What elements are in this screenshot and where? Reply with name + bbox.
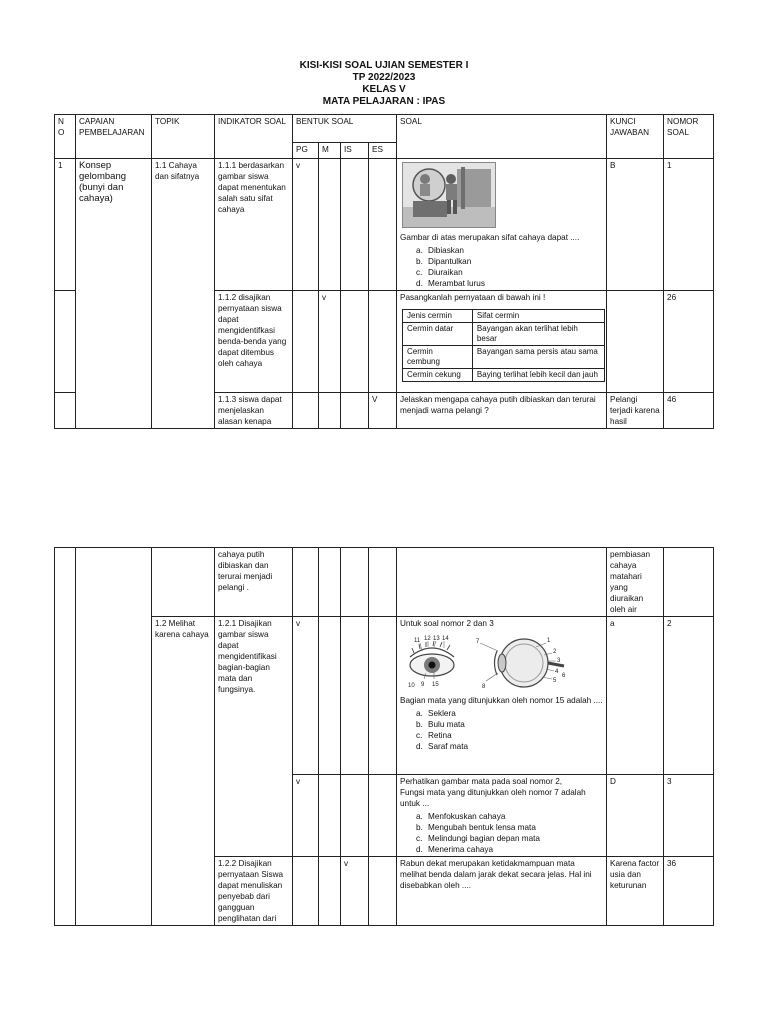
table-row	[55, 617, 714, 775]
option-list	[400, 708, 603, 752]
school-year: TP 2022/2023	[352, 72, 416, 83]
question-text: Gambar di atas merupakan sifat cahaya dapat ....	[400, 233, 580, 242]
nomor-cell: 1	[664, 159, 714, 291]
subject-label: MATA PELAJARAN : IPAS	[322, 96, 446, 107]
option-item: b. Bulu mata	[416, 720, 465, 729]
table-row	[55, 548, 714, 617]
soal-cell	[397, 548, 607, 617]
soal-cell	[397, 159, 607, 291]
svg-text:1: 1	[547, 638, 551, 644]
option-list	[400, 245, 603, 289]
indikator-cell: 1.1.3 siswa dapat menjelaskan alasan kenapa	[215, 393, 293, 429]
m-mark: v	[319, 291, 341, 393]
pg-mark: v	[293, 775, 319, 857]
nomor-cell: 2	[664, 617, 714, 775]
grid-page-1	[54, 114, 714, 429]
es-mark	[369, 291, 397, 393]
question-text: Pasangkanlah pernyataan di bawah ini !	[400, 293, 546, 302]
row-number	[55, 291, 76, 393]
svg-text:6: 6	[562, 673, 566, 679]
table-row	[55, 159, 714, 291]
svg-text:14: 14	[442, 636, 449, 642]
matching-table	[402, 309, 605, 382]
indikator-cell: 1.1.1 berdasarkan gambar siswa dapat menentukan salah satu sifat cahaya	[215, 159, 293, 291]
question-text: Fungsi mata yang ditunjukkan oleh nomor 7 adalah untuk ...	[400, 788, 586, 808]
svg-text:12: 12	[424, 636, 431, 642]
row-number: 1	[55, 159, 76, 291]
soal-cell	[397, 291, 607, 393]
kunci-cell: B	[607, 159, 664, 291]
matching-right: Bayangan sama persis atau sama	[472, 346, 604, 369]
matching-right: Bayangan akan terlihat lebih besar	[472, 323, 604, 346]
pg-mark: v	[293, 159, 319, 291]
kunci-cell: Pelangi terjadi karena hasil	[607, 393, 664, 429]
matching-left: Cermin cekung	[403, 369, 473, 382]
svg-text:11: 11	[414, 638, 421, 644]
option-item: a. Dibiaskan	[416, 246, 464, 255]
es-mark	[369, 775, 397, 857]
svg-text:10: 10	[408, 683, 415, 689]
class-label: KELAS V	[362, 84, 406, 95]
option-list	[400, 811, 603, 855]
option-item: b. Dipantulkan	[416, 257, 472, 266]
col-is: IS	[341, 143, 369, 159]
matching-left: Cermin datar	[403, 323, 473, 346]
col-indikator: INDIKATOR SOAL	[215, 115, 293, 159]
m-mark	[319, 393, 341, 429]
is-mark	[341, 291, 369, 393]
col-m: M	[319, 143, 341, 159]
kunci-cell	[607, 291, 664, 393]
mirror-illustration	[402, 162, 496, 228]
topik-cell: 1.1 Cahaya dan sifatnya	[152, 159, 215, 429]
nomor-cell: 46	[664, 393, 714, 429]
matching-head-right: Sifat cermin	[472, 310, 604, 323]
option-item: a. Menfokuskan cahaya	[416, 812, 506, 821]
indikator-cell: cahaya putih dibiaskan dan terurai menjadi pelangi .	[215, 548, 293, 617]
option-item: c. Retina	[416, 731, 452, 740]
row-number	[55, 548, 76, 926]
m-mark	[319, 857, 341, 926]
eye-diagram	[406, 633, 572, 691]
svg-text:7: 7	[476, 639, 480, 645]
col-es: ES	[369, 143, 397, 159]
indikator-cell: 1.2.2 Disajikan pernyataan Siswa dapat menuliskan penyebab dari gangguan penglihatan dari	[215, 857, 293, 926]
row-number	[55, 393, 76, 429]
col-kunci: KUNCI JAWABAN	[607, 115, 664, 159]
question-intro: Untuk soal nomor 2 dan 3	[400, 619, 494, 628]
topik-cell	[152, 548, 215, 617]
nomor-cell: 36	[664, 857, 714, 926]
kunci-cell: D	[607, 775, 664, 857]
es-mark	[369, 617, 397, 775]
svg-text:8: 8	[482, 684, 486, 690]
es-mark	[369, 159, 397, 291]
option-item: d. Saraf mata	[416, 742, 469, 751]
es-mark	[369, 857, 397, 926]
soal-cell: Jelaskan mengapa cahaya putih dibiaskan dan terurai menjadi warna pelangi ?	[397, 393, 607, 429]
matching-head-left: Jenis cermin	[403, 310, 473, 323]
col-topik: TOPIK	[152, 115, 215, 159]
pg-mark	[293, 291, 319, 393]
pg-mark	[293, 548, 319, 617]
is-mark	[341, 548, 369, 617]
matching-row	[403, 369, 605, 382]
es-mark	[369, 548, 397, 617]
capaian-cell	[76, 548, 152, 926]
option-item: d. Menerima cahaya	[416, 845, 494, 854]
col-nomor: NOMOR SOAL	[664, 115, 714, 159]
capaian-cell: Konsep gelombang (bunyi dan cahaya)	[76, 159, 152, 429]
nomor-cell	[664, 548, 714, 617]
col-bentuk-soal: BENTUK SOAL	[293, 115, 397, 143]
svg-text:4: 4	[555, 669, 559, 675]
is-mark	[341, 393, 369, 429]
option-item: c. Diuraikan	[416, 268, 463, 277]
svg-text:2: 2	[553, 649, 557, 655]
matching-head	[403, 310, 605, 323]
svg-text:3: 3	[557, 658, 561, 664]
is-mark	[341, 159, 369, 291]
m-mark	[319, 548, 341, 617]
matching-row	[403, 346, 605, 369]
m-mark	[319, 775, 341, 857]
option-item: c. Melindungi bagian depan mata	[416, 834, 540, 843]
soal-cell	[397, 617, 607, 775]
pg-mark: v	[293, 617, 319, 775]
svg-text:5: 5	[553, 678, 557, 684]
is-mark	[341, 617, 369, 775]
indikator-cell: 1.1.2 disajikan pernyataan siswa dapat mengidentifkasi benda-benda yang dapat ditembus oleh cahaya	[215, 291, 293, 393]
doc-title: KISI-KISI SOAL UJIAN SEMESTER I	[299, 60, 469, 71]
option-item: d. Merambat lurus	[416, 279, 485, 288]
es-mark: V	[369, 393, 397, 429]
is-mark	[341, 775, 369, 857]
m-mark	[319, 159, 341, 291]
nomor-cell: 3	[664, 775, 714, 857]
option-item: a. Seklera	[416, 709, 456, 718]
question-text: Perhatikan gambar mata pada soal nomor 2,	[400, 777, 563, 786]
is-mark: v	[341, 857, 369, 926]
kunci-cell: pembiasan cahaya matahari yang diuraikan oleh air	[607, 548, 664, 617]
pg-mark	[293, 857, 319, 926]
matching-row	[403, 323, 605, 346]
nomor-cell: 26	[664, 291, 714, 393]
soal-cell: Rabun dekat merupakan ketidakmampuan mata melihat benda dalam jarak dekat secara jelas. Hal ini disebabkan oleh ....	[397, 857, 607, 926]
kunci-cell: Karena factor usia dan keturunan	[607, 857, 664, 926]
matching-left: Cermin cembung	[403, 346, 473, 369]
col-no: N O	[55, 115, 76, 159]
svg-text:13: 13	[433, 636, 440, 642]
grid-page-2	[54, 547, 714, 926]
m-mark	[319, 617, 341, 775]
question-text: Bagian mata yang ditunjukkan oleh nomor 15 adalah ....	[400, 696, 603, 705]
kunci-cell: a	[607, 617, 664, 775]
svg-text:9: 9	[421, 682, 425, 688]
matching-right: Baying terlihat lebih kecil dan jauh	[472, 369, 604, 382]
header-row	[55, 115, 714, 143]
topik-cell: 1.2 Melihat karena cahaya	[152, 617, 215, 926]
col-capaian: CAPAIAN PEMBELAJARAN	[76, 115, 152, 159]
option-item: b. Mengubah bentuk lensa mata	[416, 823, 536, 832]
col-pg: PG	[293, 143, 319, 159]
soal-cell	[397, 775, 607, 857]
pg-mark	[293, 393, 319, 429]
svg-text:15: 15	[432, 682, 439, 688]
col-soal: SOAL	[397, 115, 607, 159]
indikator-cell: 1.2.1 Disajikan gambar siswa dapat mengidentifikasi bagian-bagian mata dan fungsinya.	[215, 617, 293, 857]
